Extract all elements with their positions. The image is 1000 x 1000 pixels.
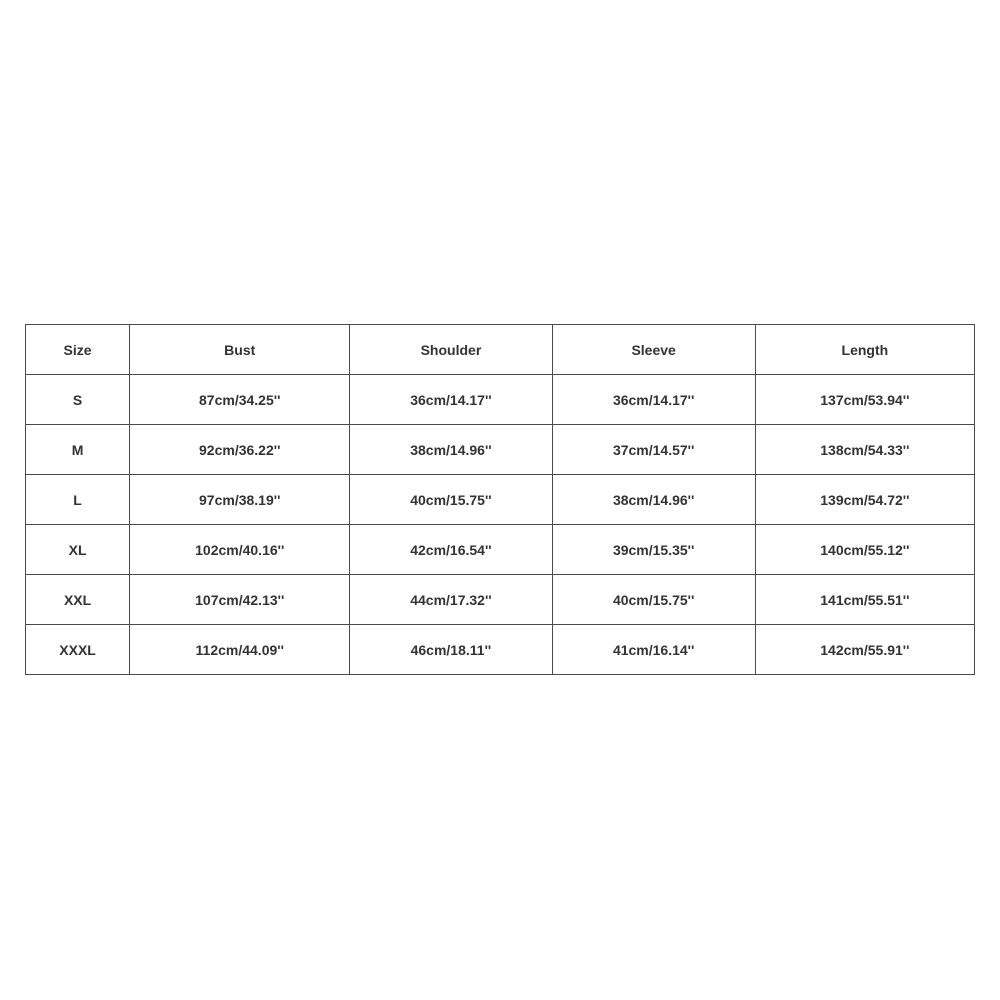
header-shoulder: Shoulder — [350, 325, 552, 375]
header-length: Length — [755, 325, 974, 375]
cell-bust: 102cm/40.16'' — [130, 525, 350, 575]
cell-shoulder: 40cm/15.75'' — [350, 475, 552, 525]
cell-size: M — [26, 425, 130, 475]
cell-shoulder: 46cm/18.11'' — [350, 625, 552, 675]
cell-length: 141cm/55.51'' — [755, 575, 974, 625]
cell-length: 138cm/54.33'' — [755, 425, 974, 475]
cell-bust: 87cm/34.25'' — [130, 375, 350, 425]
cell-bust: 97cm/38.19'' — [130, 475, 350, 525]
table-row — [26, 525, 975, 575]
cell-shoulder: 38cm/14.96'' — [350, 425, 552, 475]
cell-sleeve: 40cm/15.75'' — [552, 575, 755, 625]
cell-length: 142cm/55.91'' — [755, 625, 974, 675]
table-row — [26, 425, 975, 475]
cell-shoulder: 44cm/17.32'' — [350, 575, 552, 625]
table-row — [26, 575, 975, 625]
cell-bust: 92cm/36.22'' — [130, 425, 350, 475]
header-size: Size — [26, 325, 130, 375]
cell-sleeve: 38cm/14.96'' — [552, 475, 755, 525]
cell-sleeve: 37cm/14.57'' — [552, 425, 755, 475]
cell-size: L — [26, 475, 130, 525]
cell-bust: 112cm/44.09'' — [130, 625, 350, 675]
cell-sleeve: 39cm/15.35'' — [552, 525, 755, 575]
cell-size: XL — [26, 525, 130, 575]
cell-size: XXXL — [26, 625, 130, 675]
cell-shoulder: 42cm/16.54'' — [350, 525, 552, 575]
header-bust: Bust — [130, 325, 350, 375]
cell-length: 139cm/54.72'' — [755, 475, 974, 525]
table-row — [26, 375, 975, 425]
cell-sleeve: 36cm/14.17'' — [552, 375, 755, 425]
cell-sleeve: 41cm/16.14'' — [552, 625, 755, 675]
cell-size: XXL — [26, 575, 130, 625]
cell-length: 137cm/53.94'' — [755, 375, 974, 425]
size-chart-table — [25, 324, 975, 675]
cell-bust: 107cm/42.13'' — [130, 575, 350, 625]
table-header-row — [26, 325, 975, 375]
table-row — [26, 625, 975, 675]
header-sleeve: Sleeve — [552, 325, 755, 375]
cell-size: S — [26, 375, 130, 425]
cell-length: 140cm/55.12'' — [755, 525, 974, 575]
table-row — [26, 475, 975, 525]
cell-shoulder: 36cm/14.17'' — [350, 375, 552, 425]
